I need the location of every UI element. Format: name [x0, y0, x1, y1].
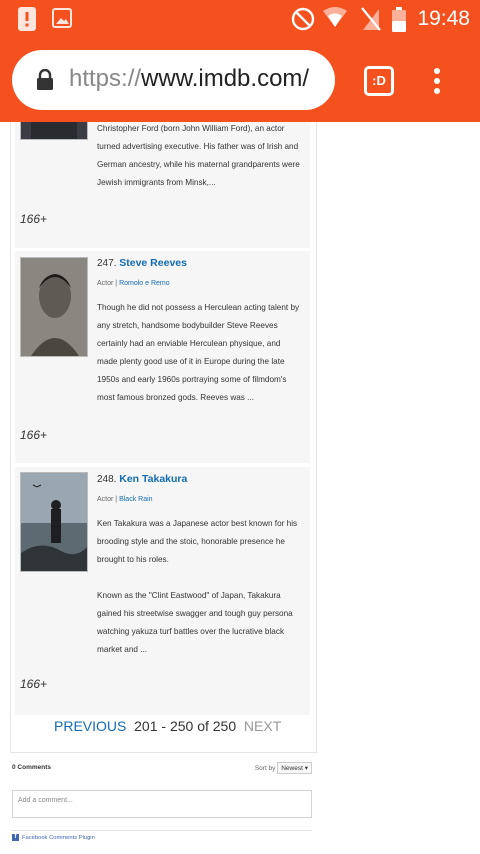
- entry-role: Actor: [97, 280, 114, 287]
- plugin-label: Facebook Comments Plugin: [22, 835, 95, 842]
- entry-role: Actor: [97, 496, 114, 503]
- page-range: 201 - 250 of 250: [134, 718, 237, 734]
- actor-bio: Though he did not possess a Herculean acting talent by any stretch, handsome bodybuilder Steve Reeves certainly had an enviable Herculean physique, and made plenty good use of it in Europe during the late 1950s and early 1960s portraying some of filmdom's most famous bronzed gods. Reeves was ...: [97, 303, 300, 402]
- sort-dropdown[interactable]: [277, 762, 312, 774]
- image-notification-icon: [52, 7, 72, 34]
- entry-meta: [97, 496, 153, 503]
- comment-input[interactable]: Add a comment...: [12, 790, 312, 818]
- star-meter-score: 166+: [20, 212, 48, 226]
- clock: 19:48: [417, 7, 470, 30]
- meta-separator: |: [115, 280, 118, 287]
- browser-toolbar: [0, 38, 480, 122]
- star-meter-score: 166+: [20, 677, 48, 691]
- address-bar[interactable]: [12, 50, 335, 110]
- overflow-menu-icon[interactable]: [430, 68, 444, 94]
- comments-count: 0 Comments: [12, 764, 52, 771]
- url-host: www.imdb.com/: [141, 65, 310, 92]
- url-text: [69, 65, 309, 93]
- entry-rank: 247.: [97, 258, 117, 269]
- actor-photo[interactable]: [20, 257, 88, 357]
- divider: [12, 830, 312, 831]
- star-meter-score: 166+: [20, 428, 48, 442]
- no-sim-icon: [361, 7, 381, 36]
- battery-icon: [391, 7, 407, 38]
- alert-notification-icon: [18, 7, 36, 36]
- list-item: [15, 251, 310, 463]
- known-for-link[interactable]: Romolo e Remo: [119, 280, 170, 287]
- do-not-disturb-icon: [291, 7, 315, 36]
- list-item: [15, 467, 310, 715]
- next-page-link[interactable]: NEXT: [243, 718, 282, 734]
- known-for-link[interactable]: Black Rain: [119, 496, 153, 503]
- actor-name-link[interactable]: Ken Takakura: [119, 473, 188, 485]
- sort-value: Newest: [281, 765, 303, 772]
- entry-title: [97, 473, 187, 485]
- lock-icon[interactable]: [36, 69, 54, 96]
- sort-label: Sort by: [254, 765, 276, 772]
- actor-photo[interactable]: [20, 472, 88, 572]
- sort-control: [255, 762, 312, 774]
- facebook-plugin-link[interactable]: [12, 834, 95, 841]
- comments-header: [12, 762, 312, 774]
- entry-title: [97, 257, 187, 269]
- entry-rank: 248.: [97, 474, 117, 485]
- meta-separator: |: [115, 496, 118, 503]
- chevron-down-icon: ▾: [304, 765, 308, 772]
- actor-name-link[interactable]: Steve Reeves: [119, 257, 187, 269]
- status-bar: [0, 0, 480, 38]
- pagination: [54, 718, 281, 734]
- actor-bio: Christopher Ford (born John William Ford), an actor turned advertising executive. His father was of Irish and German ancestry, while his maternal grandparents were Jewish immigrants from Minsk,...: [97, 124, 300, 187]
- url-scheme: https://: [69, 65, 142, 92]
- previous-page-link[interactable]: PREVIOUS: [54, 718, 127, 734]
- tab-switcher-button[interactable]: :D: [364, 66, 394, 96]
- entry-meta: [97, 280, 170, 287]
- facebook-icon: f: [12, 834, 19, 841]
- actor-bio: Ken Takakura was a Japanese actor best known for his brooding style and the stoic, honorable presence he brought to his roles.: [97, 519, 298, 564]
- wifi-icon: [322, 7, 348, 34]
- actor-bio-continued: Known as the "Clint Eastwood" of Japan, Takakura gained his streetwise swagger and tough guy persona watching yakuza turf battles over the lucrative black market and ...: [97, 591, 293, 654]
